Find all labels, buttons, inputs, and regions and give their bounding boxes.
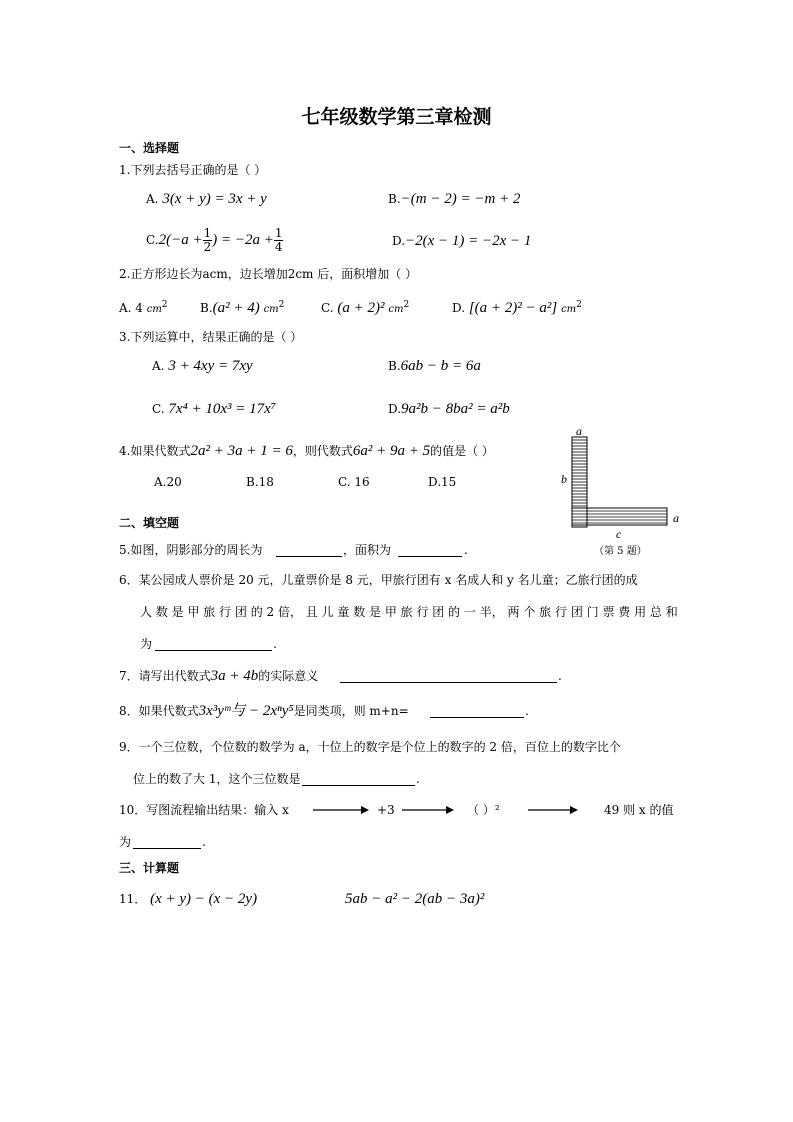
figure-hatching <box>572 440 667 523</box>
figure-label-left: b <box>561 472 567 486</box>
q10-blank[interactable] <box>133 848 201 849</box>
q3-option-b: B.6ab − b = 6a <box>388 358 481 374</box>
q9-line-2: 位上的数了大 1，这个三位数是 <box>133 772 301 786</box>
q5-blank-perimeter[interactable] <box>276 556 342 557</box>
page-title: 七年级数学第三章检测 <box>301 106 492 128</box>
q2-option-c: C. (a + 2)² $cm^2$ <box>321 300 410 316</box>
q5-blank-area[interactable] <box>398 556 462 557</box>
figure-caption: （第 5 题） <box>594 546 647 557</box>
q3-option-c: C. 7x⁴ + 10x³ = 17x⁷ <box>152 401 277 417</box>
q8-text: 8．如果代数式3x³yᵐ与 − 2xⁿy⁵是同类项，则 m+n= <box>119 703 409 719</box>
q6-line-1: 6．某公园成人票价是 20 元，儿童票价是 8 元，甲旅行团有 x 名成人和 y 名儿童；乙旅行团的成 <box>119 573 638 587</box>
q1-option-a: A. 3(x + y) = 3x + y <box>146 191 267 207</box>
q10-step-3: 49 则 x 的值 <box>604 803 674 817</box>
q10-arrow-1 <box>313 805 369 815</box>
figure-horizontal-bar <box>572 508 667 525</box>
q8-end: . <box>525 704 529 718</box>
q10-line-2-pre: 为 <box>119 835 132 849</box>
q4-option-d: D.15 <box>428 475 457 489</box>
q1-stem: 1.下列去括号正确的是（ ） <box>119 163 267 177</box>
q10-arrow-3 <box>528 805 578 815</box>
q3-option-a: A. 3 + 4xy = 7xy <box>152 358 253 374</box>
q6-line-3-post: . <box>273 637 277 651</box>
q5-text-pre: 5.如图，阴影部分的周长为 <box>119 543 263 557</box>
q3-stem: 3.下列运算中，结果正确的是（ ） <box>119 330 303 344</box>
q4-option-c: C. 16 <box>338 475 370 489</box>
q5-figure <box>556 420 686 560</box>
q5-text-mid: ，面积为 <box>343 543 392 557</box>
figure-label-top: a <box>576 424 582 438</box>
q9-end: . <box>416 772 420 786</box>
q1-option-d: D.−2(x − 1) = −2x − 1 <box>392 233 532 249</box>
section-heading-calc: 三、计算题 <box>119 861 180 875</box>
q2-option-b: B.(a² + 4) $cm^2$ <box>200 300 285 316</box>
figure-label-right: a <box>673 511 679 525</box>
q1-option-c: C.2(−a + $\frac{1}{2}$ ) = −2a + $\frac{1}{4}$ <box>146 226 283 254</box>
q6-blank[interactable] <box>155 650 272 651</box>
q4-stem: 4.如果代数式2a² + 3a + 1 = 6，则代数式6a² + 9a + 5的值是（ ） <box>119 443 494 459</box>
q2-option-a: A. 4 $cm^2$ <box>119 300 168 315</box>
q10-end: . <box>202 835 206 849</box>
section-heading-fill: 二、填空题 <box>119 516 180 530</box>
q7-blank[interactable] <box>340 682 557 683</box>
q6-line-3-pre: 为 <box>140 637 153 651</box>
q11-problem-1: 11． (x + y) − (x − 2y) <box>119 891 258 907</box>
q10-step-1: +3 <box>377 803 395 817</box>
section-heading-choice: 一、选择题 <box>119 141 180 155</box>
q2-stem: 2.正方形边长为acm，边长增加2cm 后，面积增加（ ） <box>119 267 418 281</box>
q7-text: 7．请写出代数式3a + 4b的实际意义 <box>119 668 319 684</box>
q10-text-pre: 10．写图流程输出结果：输入 x <box>119 803 289 817</box>
q3-option-d: D.9a²b − 8ba² = a²b <box>388 401 510 417</box>
q10-arrow-2 <box>402 805 454 815</box>
q10-step-2: （ ）² <box>467 803 500 817</box>
q7-end: . <box>558 669 562 683</box>
q5-text-post: . <box>464 543 468 557</box>
q11-problem-2: 5ab − a² − 2(ab − 3a)² <box>345 891 485 907</box>
q4-option-a: A.20 <box>154 475 182 489</box>
q6-line-2: 人 数 是 甲 旅 行 团 的 2 倍， 且 儿 童 数 是 甲 旅 行 团 的 一 半， 两 个 旅 行 团 门 票 费 用 总 和 <box>140 605 678 619</box>
figure-label-bottom: c <box>616 527 622 541</box>
q4-option-b: B.18 <box>246 475 274 489</box>
q2-option-d: D. [(a + 2)² − a²] $cm^2$ <box>452 300 582 316</box>
q9-blank[interactable] <box>302 785 415 786</box>
q1-option-b: B.−(m − 2) = −m + 2 <box>388 191 521 207</box>
q9-line-1: 9．一个三位数，个位数的数学为 a，十位上的数字是个位上的数字的 2 倍，百位上的数字比个 <box>119 740 621 754</box>
q8-blank[interactable] <box>430 717 524 718</box>
